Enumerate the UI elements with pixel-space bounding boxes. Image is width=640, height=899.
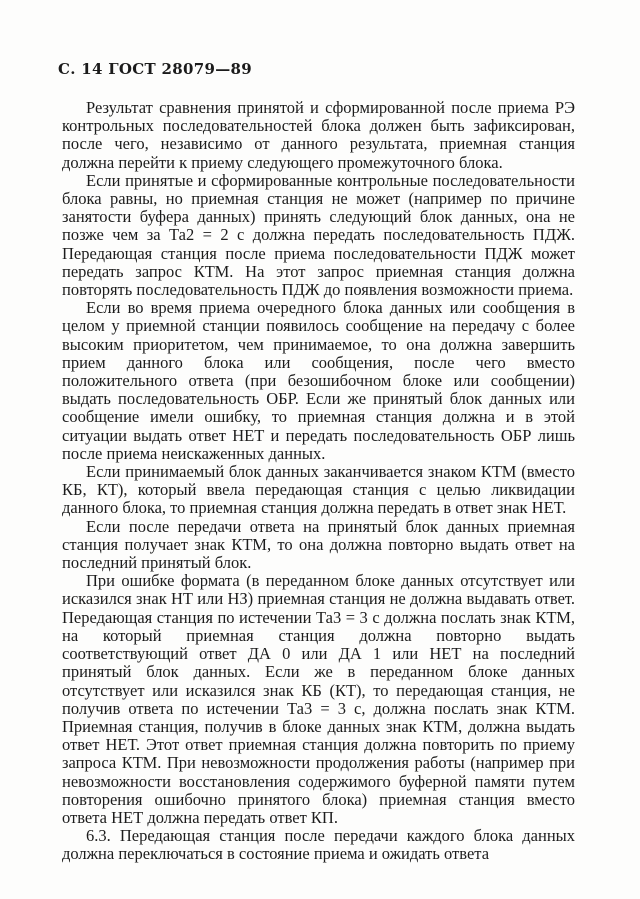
paragraph-pdzh-sequence: Если принятые и сформированные контрольные последовательности блока равны, но приемная станция не может (например по причине занятости буфера данных) принять следующий блок данных, она не позже чем за Та2 = 2 с должна передать последовательность ПДЖ. Передающая станция после приема последовательности ПДЖ может передать запрос КТМ. На этот запрос приемная станция должна повторять последовательность ПДЖ до появления возможности приема. [62, 170, 575, 300]
paragraph-ktm-after-answer: Если после передачи ответа на принятый блок данных приемная станция получает знак КТМ, то она должна повторно выдать ответ на последний принятый блок. [62, 516, 575, 573]
document-body [62, 99, 575, 864]
paragraph-comparison-result: Результат сравнения принятой и сформированной после приема РЭ контрольных последовательностей блока должен быть зафиксирован, после чего, независимо от данного результата, приемная станция должна перейти к приему следующего промежуточного блока. [62, 98, 575, 172]
paragraph-section-6-3: 6.3. Передающая станция после передачи каждого блока данных должна переключаться в состояние приема и ожидать ответа [62, 826, 575, 864]
paragraph-priority-message: Если во время приема очередного блока данных или сообщения в целом у приемной станции появилось сообщение на передачу с более высоким приоритетом, чем принимаемое, то она должна завершить прием данного блока или сообщения, после чего вместо положительного ответа (при безошибочном блоке или сообщении) выдать последовательность ОБР. Если же принятый блок данных или сообщение имели ошибку, то приемная станция должна и в этой ситуации выдать ответ НЕТ и передать последовательность ОБР лишь после приема неискаженных данных. [62, 298, 575, 463]
page-header: С. 14 ГОСТ 28079—89 [58, 60, 252, 78]
paragraph-format-error: При ошибке формата (в переданном блоке данных отсутствует или исказился знак НТ или НЗ) приемная станция не должна выдавать ответ. Передающая станция по истечении Та3 = 3 с должна послать знак КТМ, на который приемная станция должна повторно выдать соответствующий ответ ДА 0 или ДА 1 или НЕТ на последний принятый блок данных. Если же в переданном блоке данных отсутствует или исказился знак КБ (КТ), то передающая станция, не получив ответа по истечении Та3 = 3 с, должна послать знак КТМ. Приемная станция, получив в блоке данных знак КТМ, должна выдать ответ НЕТ. Этот ответ приемная станция должна повторить по приему запроса КТМ. При невозможности продолжения работы (например при невозможности восстановления содержимого буферной памяти путем повторения ошибочно принятого блока) приемная станция вместо ответа НЕТ должна передать ответ КП. [62, 571, 575, 827]
paragraph-ktm-block-end: Если принимаемый блок данных заканчивается знаком КТМ (вместо КБ, КТ), который ввела передающая станция с целью ликвидации данного блока, то приемная станция должна передать в ответ знак НЕТ. [62, 462, 575, 518]
